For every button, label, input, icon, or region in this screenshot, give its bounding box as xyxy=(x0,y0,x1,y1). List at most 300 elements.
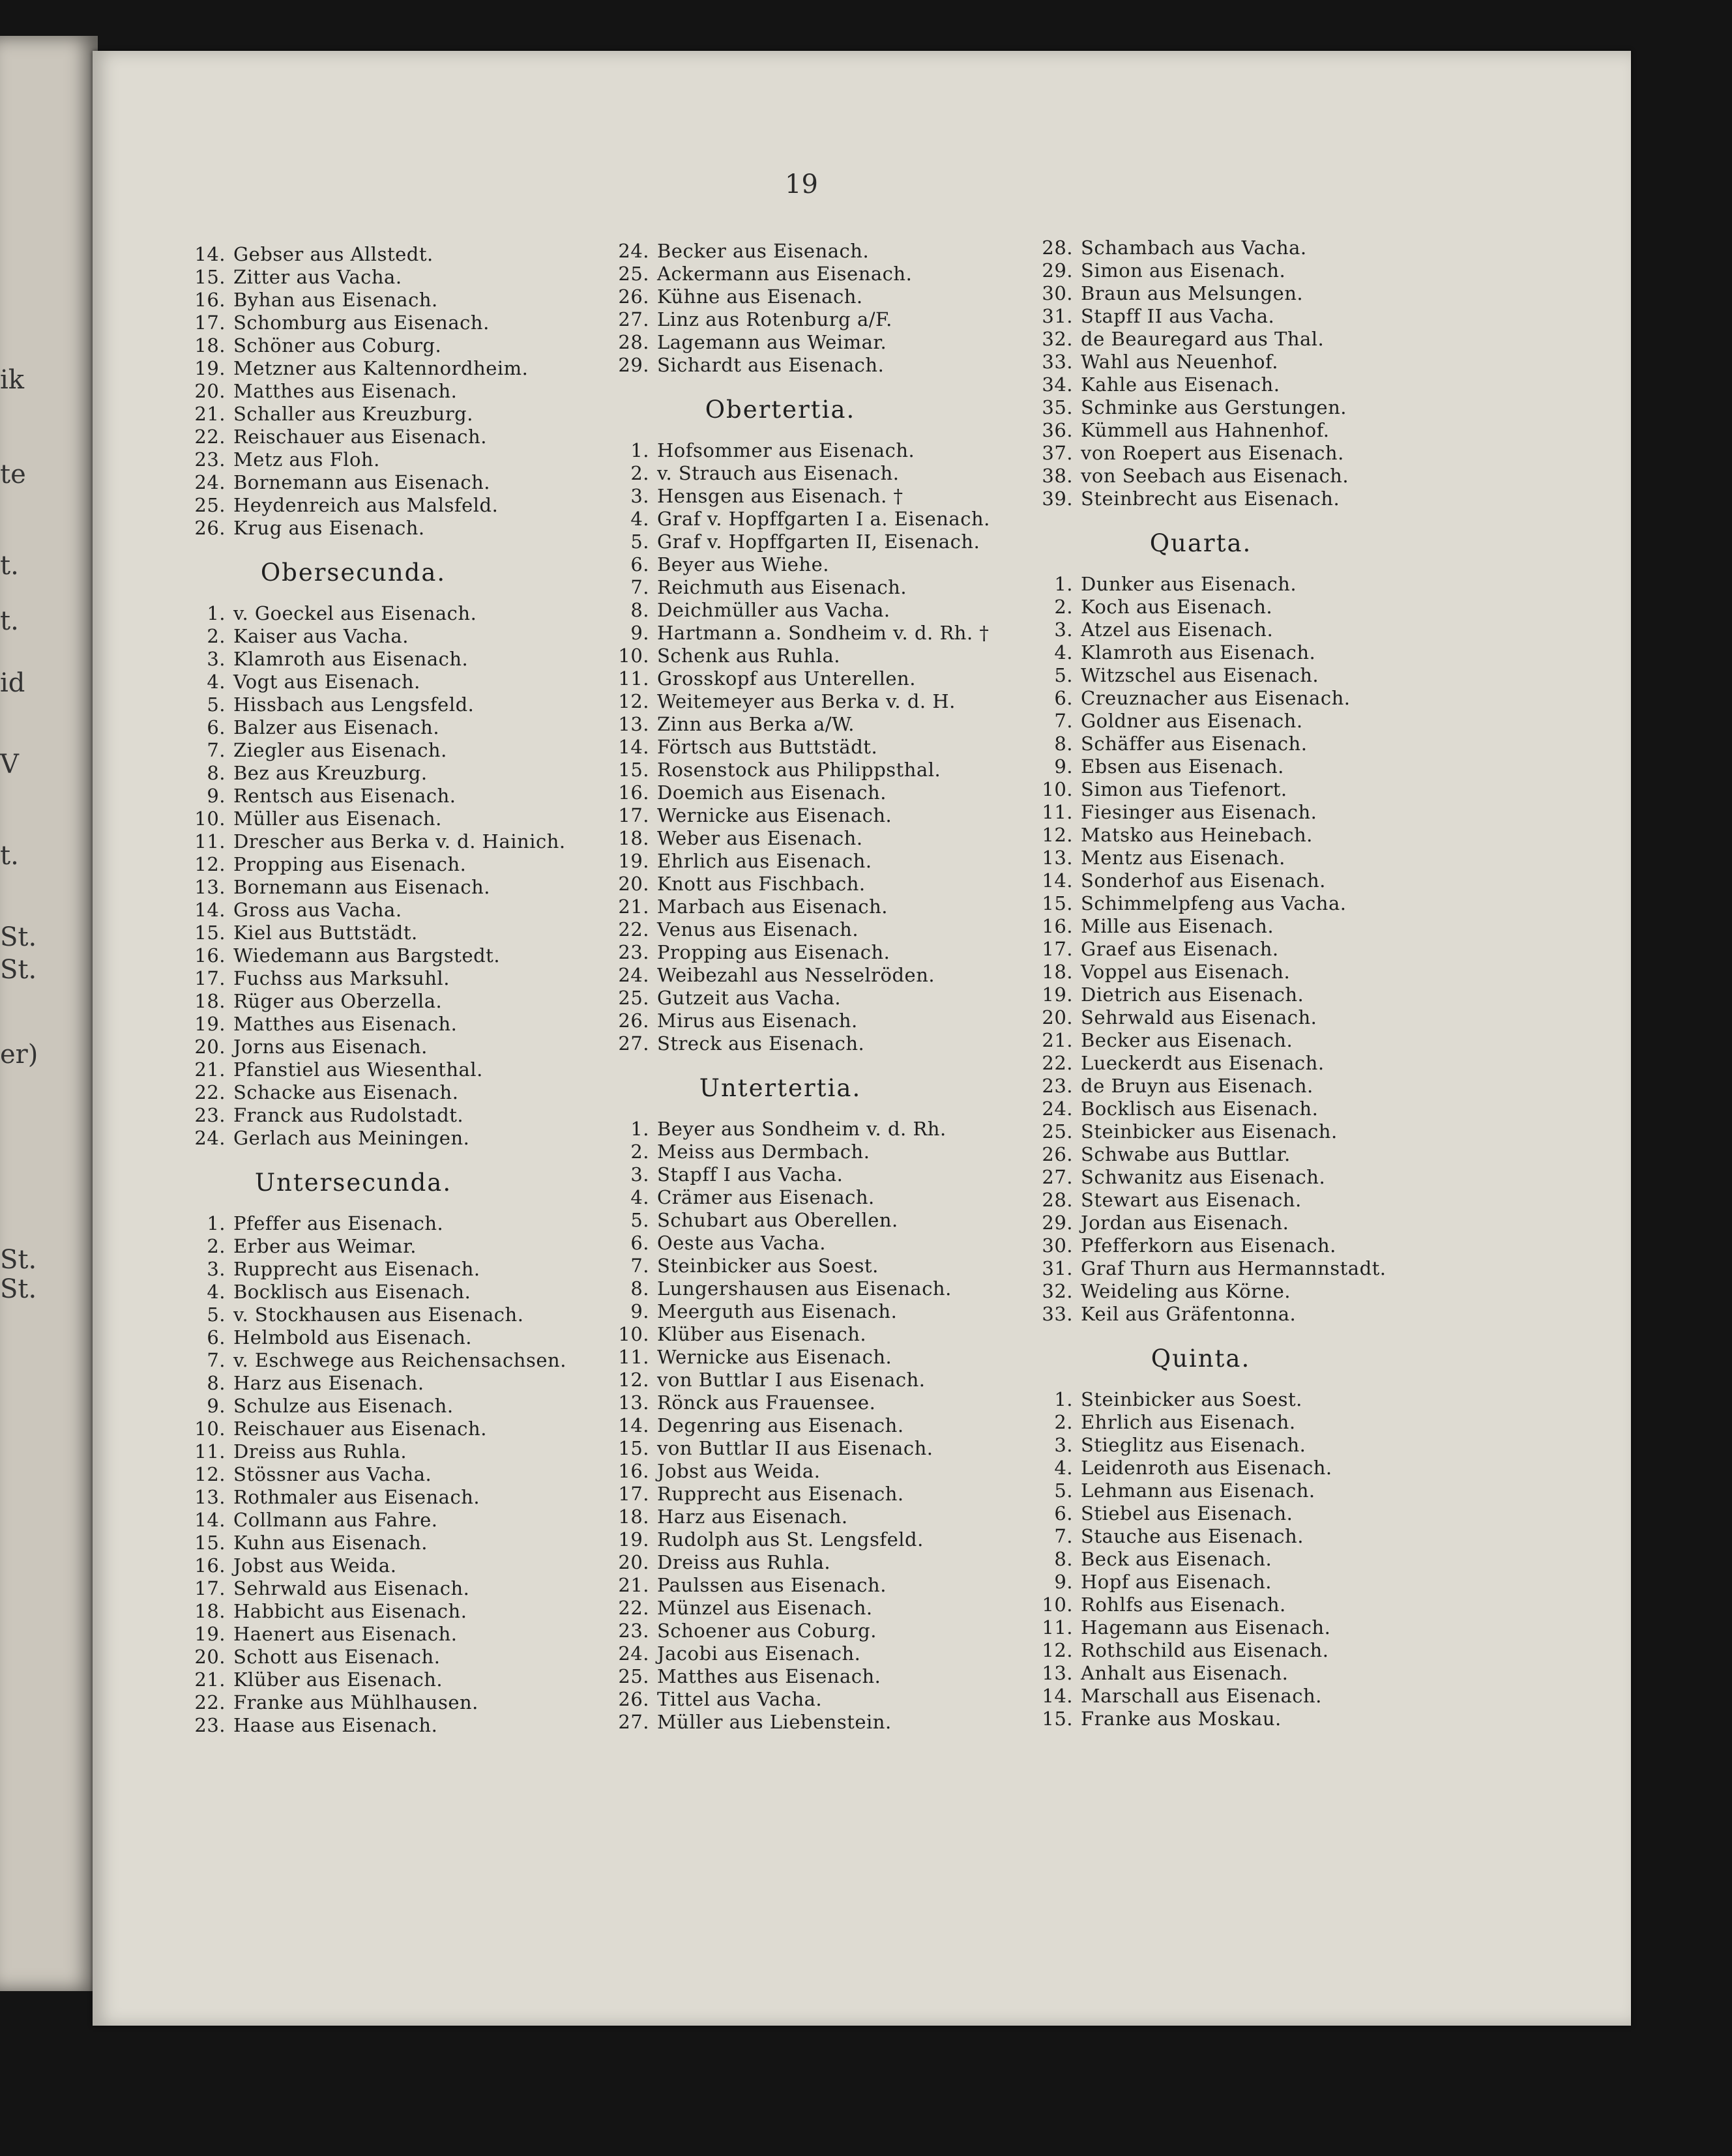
entry-name: Klüber aus Eisenach. xyxy=(233,1668,443,1691)
entry-name: Voppel aus Eisenach. xyxy=(1081,961,1291,983)
entry-number: 27. xyxy=(618,1711,649,1733)
entry-name: Krug aus Eisenach. xyxy=(233,517,425,539)
entry-number: 8. xyxy=(1054,733,1073,755)
entry-number: 7. xyxy=(207,739,226,761)
entry-number: 14. xyxy=(618,1414,649,1436)
entry-name: Steinbicker aus Eisenach. xyxy=(1081,1120,1338,1143)
entry-name: Wernicke aus Eisenach. xyxy=(657,1346,892,1368)
entry-name: de Bruyn aus Eisenach. xyxy=(1081,1075,1314,1097)
student-entry xyxy=(1031,1434,1387,1457)
entry-number: 29. xyxy=(1042,1212,1073,1234)
entry-name: Koch aus Eisenach. xyxy=(1081,596,1273,618)
student-entry xyxy=(608,1209,990,1232)
student-entry xyxy=(608,285,990,308)
class-section xyxy=(184,549,566,1150)
student-entry xyxy=(1031,915,1387,938)
student-entry xyxy=(1031,1006,1387,1029)
student-entry xyxy=(1031,1571,1387,1594)
student-entry xyxy=(184,1326,566,1349)
entry-name: Franke aus Mühlhausen. xyxy=(233,1691,478,1713)
entry-name: Rüger aus Oberzella. xyxy=(233,990,443,1012)
student-entry xyxy=(1031,1388,1387,1411)
entry-name: Bocklisch aus Eisenach. xyxy=(1081,1098,1319,1120)
entry-name: Bornemann aus Eisenach. xyxy=(233,471,490,493)
entry-number: 6. xyxy=(207,716,226,738)
entry-name: Sichardt aus Eisenach. xyxy=(657,354,885,376)
entry-name: Kaiser aus Vacha. xyxy=(233,625,409,647)
entry-name: Meerguth aus Eisenach. xyxy=(657,1300,898,1322)
entry-name: Lagemann aus Weimar. xyxy=(657,331,887,353)
entry-number: 30. xyxy=(1042,282,1073,304)
entry-number: 19. xyxy=(194,1013,226,1035)
entry-number: 21. xyxy=(194,1668,226,1691)
column-1 xyxy=(184,243,566,1737)
entry-number: 19. xyxy=(618,850,649,872)
student-entry xyxy=(184,1349,566,1372)
entry-number: 10. xyxy=(618,1323,649,1345)
student-entry xyxy=(608,599,990,622)
entry-name: Braun aus Melsungen. xyxy=(1081,282,1304,304)
student-entry xyxy=(184,1127,566,1150)
student-entry xyxy=(608,531,990,553)
student-entry xyxy=(608,1483,990,1506)
student-entry xyxy=(184,830,566,853)
entry-name: Rothschild aus Eisenach. xyxy=(1081,1639,1329,1661)
student-entry xyxy=(184,625,566,648)
student-entry xyxy=(608,1711,990,1734)
entry-number: 3. xyxy=(630,485,649,507)
entry-name: Witzschel aus Eisenach. xyxy=(1081,664,1319,686)
previous-page-fragment: id xyxy=(0,668,25,698)
entry-name: Marschall aus Eisenach. xyxy=(1081,1685,1322,1707)
entry-number: 9. xyxy=(630,1300,649,1322)
student-entry xyxy=(608,508,990,531)
entry-name: Rohlfs aus Eisenach. xyxy=(1081,1594,1286,1616)
entry-number: 32. xyxy=(1042,328,1073,350)
student-entry xyxy=(184,334,566,357)
entry-number: 9. xyxy=(1054,1571,1073,1593)
entry-number: 3. xyxy=(1054,619,1073,641)
entry-number: 2. xyxy=(207,625,226,647)
entry-number: 15. xyxy=(194,922,226,944)
entry-name: Franck aus Rudolstadt. xyxy=(233,1104,464,1126)
student-entry xyxy=(184,671,566,693)
entry-number: 18. xyxy=(618,827,649,849)
entry-name: Rentsch aus Eisenach. xyxy=(233,785,456,807)
student-entry xyxy=(184,1532,566,1554)
student-entry xyxy=(608,987,990,1010)
student-entry xyxy=(608,1688,990,1711)
entry-name: Steinbicker aus Soest. xyxy=(1081,1388,1302,1410)
entry-number: 4. xyxy=(1054,1457,1073,1479)
student-entry xyxy=(608,873,990,896)
entry-name: Fiesinger aus Eisenach. xyxy=(1081,801,1317,823)
student-entry xyxy=(608,485,990,508)
entry-name: Erber aus Weimar. xyxy=(233,1235,417,1257)
previous-page-fragment: t. xyxy=(0,606,19,636)
entry-name: Beyer aus Wiehe. xyxy=(657,553,829,575)
previous-page-fragment: te xyxy=(0,459,26,489)
student-entry xyxy=(608,645,990,667)
entry-number: 35. xyxy=(1042,396,1073,418)
student-entry xyxy=(184,853,566,876)
student-entry xyxy=(1031,641,1387,664)
entry-number: 6. xyxy=(207,1326,226,1348)
student-entry xyxy=(1031,465,1387,488)
student-entry xyxy=(1031,373,1387,396)
class-section xyxy=(1031,1335,1387,1730)
entry-number: 12. xyxy=(618,690,649,712)
entry-name: Schminke aus Gerstungen. xyxy=(1081,396,1347,418)
student-entry xyxy=(1031,1708,1387,1730)
student-entry xyxy=(608,1506,990,1528)
entry-name: Simon aus Eisenach. xyxy=(1081,259,1286,282)
student-entry xyxy=(184,602,566,625)
student-entry xyxy=(184,1509,566,1532)
student-entry xyxy=(1031,1166,1387,1189)
entry-number: 29. xyxy=(618,354,649,376)
entry-name: von Seebach aus Eisenach. xyxy=(1081,465,1349,487)
student-entry xyxy=(608,1277,990,1300)
previous-page-fragment: V xyxy=(0,750,19,779)
entry-name: Deichmüller aus Vacha. xyxy=(657,599,890,621)
student-entry xyxy=(608,331,990,354)
section-heading: Quinta. xyxy=(1151,1345,1251,1373)
entry-number: 3. xyxy=(1054,1434,1073,1456)
entry-name: Zinn aus Berka a/W. xyxy=(657,713,855,735)
entry-name: Jacobi aus Eisenach. xyxy=(657,1642,861,1665)
entry-number: 7. xyxy=(630,576,649,598)
entry-number: 32. xyxy=(1042,1280,1073,1302)
entry-name: Ehrlich aus Eisenach. xyxy=(657,850,872,872)
entry-number: 25. xyxy=(618,987,649,1009)
entry-name: Stiebel aus Eisenach. xyxy=(1081,1502,1293,1524)
entry-number: 13. xyxy=(194,1486,226,1508)
entry-number: 26. xyxy=(1042,1143,1073,1165)
entry-name: Schacke aus Eisenach. xyxy=(233,1081,459,1103)
entry-number: 17. xyxy=(618,804,649,826)
entry-number: 36. xyxy=(1042,419,1073,441)
entry-name: Mille aus Eisenach. xyxy=(1081,915,1274,937)
entry-number: 20. xyxy=(194,1036,226,1058)
entry-number: 6. xyxy=(630,1232,649,1254)
student-entry xyxy=(1031,259,1387,282)
student-entry xyxy=(608,896,990,918)
student-entry xyxy=(608,781,990,804)
entry-number: 28. xyxy=(1042,237,1073,259)
entry-number: 23. xyxy=(618,941,649,963)
student-entry xyxy=(608,576,990,599)
student-entry xyxy=(1031,1212,1387,1234)
student-entry xyxy=(608,1186,990,1209)
student-entry xyxy=(608,622,990,645)
entry-number: 13. xyxy=(618,713,649,735)
student-entry xyxy=(184,1714,566,1737)
entry-number: 10. xyxy=(1042,1594,1073,1616)
student-entry xyxy=(608,964,990,987)
entry-number: 31. xyxy=(1042,305,1073,327)
previous-page-fragment: ik xyxy=(0,365,25,395)
entry-name: Schoener aus Coburg. xyxy=(657,1620,877,1642)
entry-name: Rothmaler aus Eisenach. xyxy=(233,1486,480,1508)
entry-number: 4. xyxy=(630,508,649,530)
entry-name: von Roepert aus Eisenach. xyxy=(1081,442,1344,464)
student-entry xyxy=(1031,1234,1387,1257)
student-entry xyxy=(1031,938,1387,961)
student-entry xyxy=(1031,1257,1387,1280)
entry-number: 1. xyxy=(207,602,226,624)
student-entry xyxy=(608,1255,990,1277)
student-entry xyxy=(608,827,990,850)
entry-name: Matthes aus Eisenach. xyxy=(657,1665,881,1687)
entry-name: Schwabe aus Buttlar. xyxy=(1081,1143,1291,1165)
student-entry xyxy=(184,1418,566,1440)
student-entry xyxy=(608,1437,990,1460)
student-entry xyxy=(608,1300,990,1323)
entry-name: Reischauer aus Eisenach. xyxy=(233,1418,487,1440)
entry-number: 18. xyxy=(194,334,226,357)
section-heading: Quarta. xyxy=(1149,529,1252,557)
previous-page-fragment: t. xyxy=(0,841,19,871)
entry-name: Dreiss aus Ruhla. xyxy=(233,1440,407,1463)
entry-name: Stapff II aus Vacha. xyxy=(1081,305,1275,327)
student-entry xyxy=(184,1212,566,1235)
entry-number: 14. xyxy=(1042,869,1073,892)
student-entry xyxy=(184,448,566,471)
entry-number: 19. xyxy=(1042,983,1073,1006)
entry-number: 17. xyxy=(194,312,226,334)
entry-name: v. Goeckel aus Eisenach. xyxy=(233,602,477,624)
entry-number: 24. xyxy=(194,471,226,493)
entry-name: Harz aus Eisenach. xyxy=(233,1372,424,1394)
previous-page-fragment: St. xyxy=(0,1274,37,1304)
student-entry xyxy=(608,1163,990,1186)
entry-number: 14. xyxy=(618,736,649,758)
student-entry xyxy=(1031,1662,1387,1685)
class-section xyxy=(608,386,990,1055)
entry-name: Schomburg aus Eisenach. xyxy=(233,312,490,334)
student-entry xyxy=(1031,869,1387,892)
student-entry xyxy=(608,713,990,736)
entry-name: Byhan aus Eisenach. xyxy=(233,289,438,311)
entry-number: 16. xyxy=(194,944,226,967)
student-entry xyxy=(184,716,566,739)
entry-number: 24. xyxy=(1042,1098,1073,1120)
entry-name: Pfanstiel aus Wiesenthal. xyxy=(233,1058,483,1081)
entry-name: Wahl aus Neuenhof. xyxy=(1081,351,1278,373)
student-entry xyxy=(608,1032,990,1055)
entry-number: 9. xyxy=(630,622,649,644)
student-entry xyxy=(1031,1594,1387,1616)
student-entry xyxy=(184,1036,566,1058)
entry-name: Rosenstock aus Philippsthal. xyxy=(657,759,941,781)
entry-name: Becker aus Eisenach. xyxy=(1081,1029,1293,1051)
student-entry xyxy=(608,1597,990,1620)
entry-number: 20. xyxy=(618,1551,649,1573)
entry-number: 5. xyxy=(1054,664,1073,686)
student-entry xyxy=(184,1668,566,1691)
entry-number: 26. xyxy=(618,1688,649,1710)
entry-number: 19. xyxy=(194,357,226,379)
student-entry xyxy=(184,312,566,334)
student-entry xyxy=(1031,1525,1387,1548)
student-entry xyxy=(184,648,566,671)
entry-number: 21. xyxy=(618,1574,649,1596)
section-heading: Obersecunda. xyxy=(260,559,447,587)
entry-number: 20. xyxy=(618,873,649,895)
class-section xyxy=(1031,519,1387,1326)
entry-number: 10. xyxy=(1042,778,1073,800)
entry-number: 15. xyxy=(194,1532,226,1554)
entry-name: Ackermann aus Eisenach. xyxy=(657,263,913,285)
student-entry xyxy=(1031,801,1387,824)
student-entry xyxy=(1031,419,1387,442)
entry-number: 13. xyxy=(1042,847,1073,869)
student-entry xyxy=(184,266,566,289)
entry-name: Metz aus Floh. xyxy=(233,448,380,471)
entry-number: 26. xyxy=(618,1010,649,1032)
entry-name: Matthes aus Eisenach. xyxy=(233,1013,458,1035)
entry-number: 16. xyxy=(1042,915,1073,937)
entry-name: Bez aus Kreuzburg. xyxy=(233,762,428,784)
student-entry xyxy=(608,1141,990,1163)
entry-number: 6. xyxy=(1054,687,1073,709)
entry-number: 13. xyxy=(194,876,226,898)
student-entry xyxy=(1031,282,1387,305)
entry-number: 15. xyxy=(194,266,226,288)
entry-number: 26. xyxy=(618,285,649,308)
student-entry xyxy=(184,762,566,785)
entry-name: Schenk aus Ruhla. xyxy=(657,645,840,667)
entry-number: 18. xyxy=(194,990,226,1012)
entry-name: Müller aus Eisenach. xyxy=(233,808,442,830)
entry-number: 21. xyxy=(194,1058,226,1081)
entry-number: 16. xyxy=(194,1554,226,1577)
entry-number: 20. xyxy=(194,1646,226,1668)
student-entry xyxy=(1031,1639,1387,1662)
entry-name: Schwanitz aus Eisenach. xyxy=(1081,1166,1326,1188)
student-entry xyxy=(1031,1052,1387,1075)
entry-number: 33. xyxy=(1042,351,1073,373)
entry-name: Ziegler aus Eisenach. xyxy=(233,739,447,761)
entry-number: 24. xyxy=(618,240,649,262)
entry-number: 12. xyxy=(1042,1639,1073,1661)
entry-number: 26. xyxy=(194,517,226,539)
entry-name: Stieglitz aus Eisenach. xyxy=(1081,1434,1306,1456)
student-entry xyxy=(1031,1685,1387,1708)
entry-number: 37. xyxy=(1042,442,1073,464)
entry-number: 4. xyxy=(207,1281,226,1303)
entry-name: Propping aus Eisenach. xyxy=(233,853,467,875)
document-page xyxy=(93,51,1631,2026)
entry-number: 2. xyxy=(1054,596,1073,618)
previous-page-fragment: St. xyxy=(0,1245,37,1275)
entry-number: 11. xyxy=(194,1440,226,1463)
column-3 xyxy=(1031,237,1387,1730)
entry-name: Schimmelpfeng aus Vacha. xyxy=(1081,892,1347,914)
student-entry xyxy=(1031,1189,1387,1212)
entry-name: Leidenroth aus Eisenach. xyxy=(1081,1457,1332,1479)
student-entry xyxy=(184,426,566,448)
student-entry xyxy=(184,1372,566,1395)
student-entry xyxy=(608,1460,990,1483)
entry-name: Meiss aus Dermbach. xyxy=(657,1141,870,1163)
entry-number: 17. xyxy=(194,1577,226,1599)
student-entry xyxy=(1031,351,1387,373)
student-entry xyxy=(608,941,990,964)
student-entry xyxy=(608,804,990,827)
entry-name: Weitemeyer aus Berka v. d. H. xyxy=(657,690,956,712)
student-entry xyxy=(608,690,990,713)
student-entry xyxy=(608,850,990,873)
entry-name: Balzer aus Eisenach. xyxy=(233,716,440,738)
student-entry xyxy=(184,357,566,380)
entry-number: 29. xyxy=(1042,259,1073,282)
entry-number: 25. xyxy=(1042,1120,1073,1143)
entry-name: Schambach aus Vacha. xyxy=(1081,237,1307,259)
entry-number: 3. xyxy=(630,1163,649,1186)
entry-number: 12. xyxy=(194,1463,226,1485)
entry-number: 5. xyxy=(630,531,649,553)
student-entry xyxy=(608,1528,990,1551)
entry-name: Beck aus Eisenach. xyxy=(1081,1548,1272,1570)
entry-number: 1. xyxy=(1054,573,1073,595)
entry-name: Goldner aus Eisenach. xyxy=(1081,710,1303,732)
entry-number: 12. xyxy=(618,1369,649,1391)
student-entry xyxy=(608,1642,990,1665)
entry-number: 24. xyxy=(618,1642,649,1665)
entry-number: 13. xyxy=(1042,1662,1073,1684)
class-section xyxy=(184,1159,566,1737)
entry-number: 28. xyxy=(618,331,649,353)
entry-name: Wiedemann aus Bargstedt. xyxy=(233,944,501,967)
previous-page-fragment: St. xyxy=(0,922,37,952)
entry-name: Fuchss aus Marksuhl. xyxy=(233,967,450,989)
entry-number: 23. xyxy=(618,1620,649,1642)
entry-number: 39. xyxy=(1042,488,1073,510)
entry-name: Kuhn aus Eisenach. xyxy=(233,1532,428,1554)
student-entry xyxy=(1031,687,1387,710)
entry-name: Marbach aus Eisenach. xyxy=(657,896,888,918)
entry-name: Zitter aus Vacha. xyxy=(233,266,402,288)
entry-name: Schöner aus Coburg. xyxy=(233,334,442,357)
student-entry xyxy=(608,263,990,285)
student-entry xyxy=(608,1574,990,1597)
entry-number: 23. xyxy=(194,1104,226,1126)
previous-page-fragment: er) xyxy=(0,1040,38,1070)
entry-number: 13. xyxy=(618,1391,649,1414)
entry-name: Jobst aus Weida. xyxy=(657,1460,821,1482)
entry-name: Crämer aus Eisenach. xyxy=(657,1186,875,1208)
entry-name: von Buttlar II aus Eisenach. xyxy=(657,1437,933,1459)
student-entry xyxy=(1031,1457,1387,1479)
entry-name: Venus aus Eisenach. xyxy=(657,918,859,940)
entry-number: 18. xyxy=(618,1506,649,1528)
student-entry xyxy=(608,1620,990,1642)
entry-number: 3. xyxy=(207,1258,226,1280)
entry-number: 22. xyxy=(194,1691,226,1713)
entry-name: Propping aus Eisenach. xyxy=(657,941,890,963)
student-entry xyxy=(184,990,566,1013)
entry-name: Kahle aus Eisenach. xyxy=(1081,373,1280,396)
entry-number: 14. xyxy=(1042,1685,1073,1707)
student-entry xyxy=(1031,305,1387,328)
student-entry xyxy=(1031,1143,1387,1166)
entry-name: Stössner aus Vacha. xyxy=(233,1463,432,1485)
student-entry xyxy=(184,1104,566,1127)
column-2 xyxy=(608,240,990,1734)
student-entry xyxy=(1031,1548,1387,1571)
